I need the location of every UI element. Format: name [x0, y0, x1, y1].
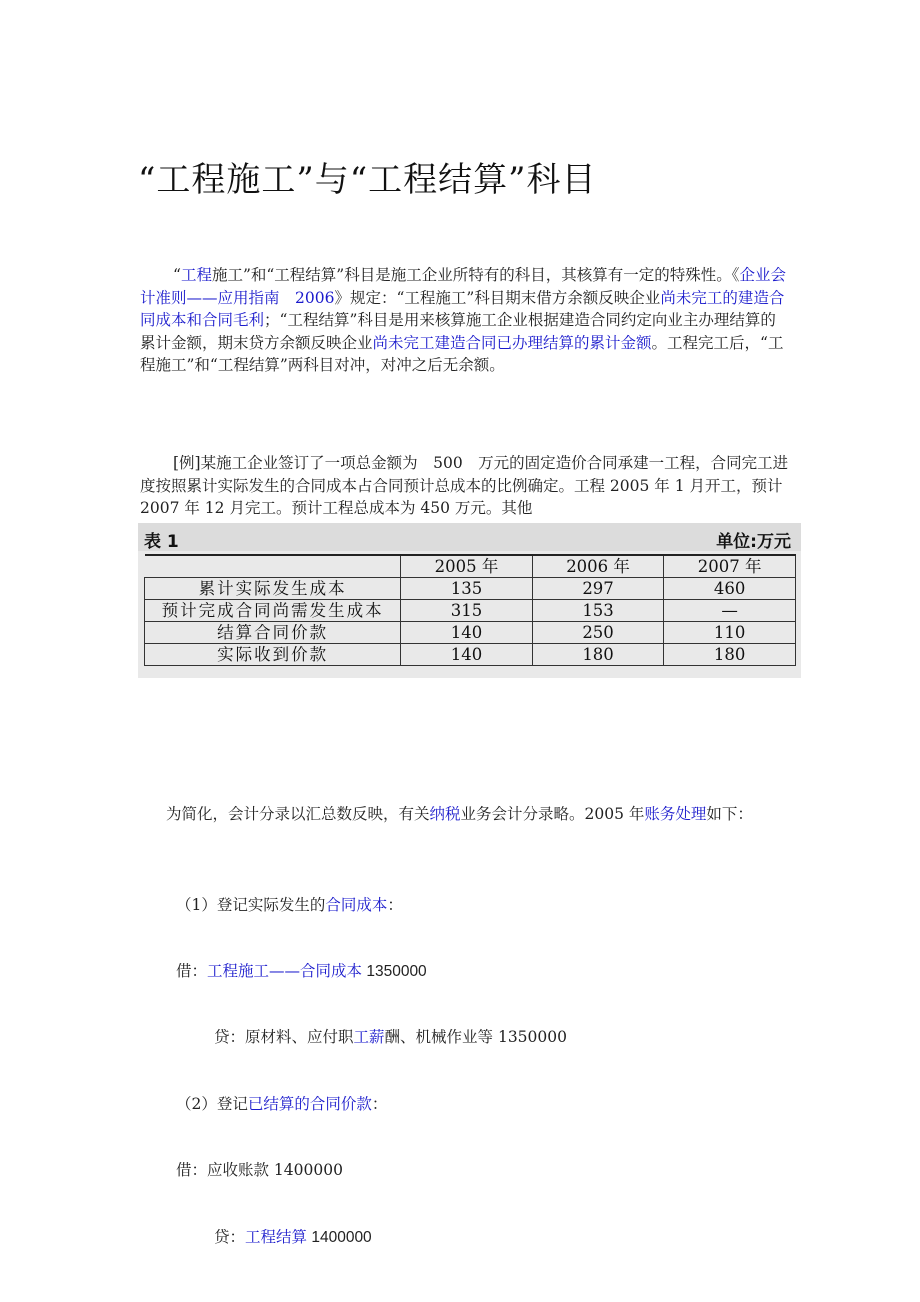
example-paragraph: [例]某施工企业签订了一项总金额为 500 万元的固定造价合同承建一工程，合同完工进度按照累计实际发生的合同成本占合同预计总成本的比例确定。工程 2005 年 1 月开工，预计 2007 年 12 月完工。预计工程总成本为 450 万元。其他: [140, 454, 789, 517]
table-cell: —: [664, 600, 796, 622]
table-header-row: [145, 555, 796, 578]
row-label: 结算合同价款: [145, 622, 401, 644]
data-table: [144, 554, 796, 666]
table-row: [145, 644, 796, 666]
entry-debit-2: 借：应收账款 1400000: [176, 1161, 343, 1179]
entry-step-1: （1）登记实际发生的合同成本：: [176, 896, 403, 914]
table-row: [145, 600, 796, 622]
table-cell: 460: [664, 578, 796, 600]
table-cell: 110: [664, 622, 796, 644]
column-header: 2005 年: [401, 555, 533, 578]
table-cell: 135: [401, 578, 533, 600]
link-tax[interactable]: 纳税: [429, 805, 461, 823]
table-cell: 180: [664, 644, 796, 666]
table-cell: 297: [532, 578, 664, 600]
entry-credit-1: 贷：原材料、应付职工薪酬、机械作业等 1350000: [214, 1028, 567, 1046]
link-unfinished-contract-cost[interactable]: 尚未完工的建造合同成本和合同毛利: [140, 288, 785, 329]
table-cell: 140: [401, 644, 533, 666]
link-salary[interactable]: 工薪: [353, 1028, 385, 1046]
link-contract-cost[interactable]: 合同成本: [325, 896, 388, 914]
simplification-paragraph: 为简化，会计分录以汇总数反映，有关纳税业务会计分录略。2005 年账务处理如下：: [166, 805, 753, 823]
entry-step-2: （2）登记已结算的合同价款：: [176, 1095, 388, 1113]
link-unfinished-settled-amount[interactable]: 尚未完工建造合同已办理结算的累计金额: [372, 333, 652, 352]
page-title: “工程施工”与“工程结算”科目: [138, 160, 597, 200]
column-header: 2007 年: [664, 555, 796, 578]
link-settled-contract-price[interactable]: 已结算的合同价款: [247, 1095, 372, 1113]
link-account-processing[interactable]: 账务处理: [644, 805, 707, 823]
table-row: [145, 578, 796, 600]
table-cell: 180: [532, 644, 664, 666]
entry-debit-1: 借：工程施工——合同成本 1350000: [176, 962, 427, 980]
scanned-table-image: [138, 523, 801, 678]
table-cell: 315: [401, 600, 533, 622]
link-project-settlement[interactable]: 工程结算: [245, 1228, 308, 1246]
table-cell: 140: [401, 622, 533, 644]
row-label: 实际收到价款: [145, 644, 401, 666]
table-cell: 250: [532, 622, 664, 644]
row-label: 累计实际发生成本: [145, 578, 401, 600]
link-accounting-standard-guide[interactable]: 企业会计准则——应用指南 2006: [140, 266, 786, 307]
entry-credit-2: 贷：工程结算 1400000: [214, 1228, 372, 1246]
column-header: 2006 年: [532, 555, 664, 578]
link-gongcheng[interactable]: 工程: [180, 266, 212, 284]
table-cell: 153: [532, 600, 664, 622]
table-title: 表 1: [144, 532, 179, 552]
table-corner-cell: [145, 555, 401, 578]
intro-paragraph: “工程施工”和“工程结算”科目是施工企业所特有的科目，其核算有一定的特殊性。《企业会计准则——应用指南 2006》规定：“工程施工”科目期末借方余额反映企业尚未完工的建造合同成本和合同毛利；“工程结算”科目是用来核算施工企业根据建造合同约定向业主办理结算的累计金额，期末贷方余额反映企业尚未完工建造合同已办理结算的累计金额。工程完工后，“工程施工”和“工程结算”两科目对冲，对冲之后无余额。: [140, 266, 786, 374]
table-row: [145, 622, 796, 644]
table-unit: 单位:万元: [716, 532, 791, 552]
table-header-band: [138, 523, 801, 551]
link-construction-contract-cost[interactable]: 工程施工——合同成本: [207, 962, 363, 980]
row-label: 预计完成合同尚需发生成本: [145, 600, 401, 622]
